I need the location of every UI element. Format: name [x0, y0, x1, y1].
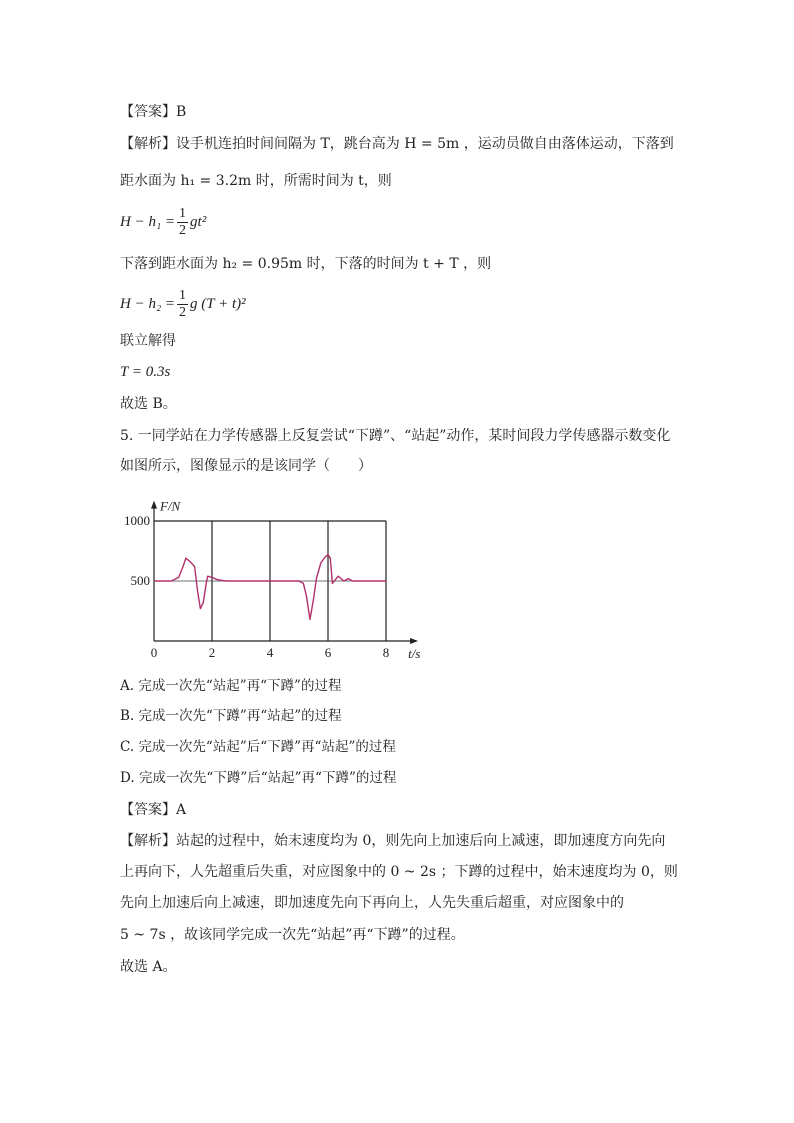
- fraction-denominator: 2: [179, 304, 187, 320]
- option-c[interactable]: [120, 737, 396, 757]
- option-d[interactable]: [120, 768, 396, 788]
- prev-result: T = 0.3s: [120, 364, 171, 380]
- y-axis-arrow: [151, 501, 157, 509]
- question-line-1: 5. 一同学站在力学传感器上反复尝试“下蹲”、“站起”动作，某时间段力学传感器示数变化: [120, 428, 671, 444]
- analysis-tag: 【解析】: [120, 833, 176, 849]
- equation-2-left: H − h₂ =: [120, 296, 176, 312]
- y-tick-label: 500: [130, 573, 150, 588]
- prev-analysis-line-3: 下落到距水面为 h₂ = 0.95m 时，下落的时间为 t + T ，则: [120, 256, 492, 272]
- force-time-chart: [110, 488, 430, 668]
- prev-analysis-line-2: 距水面为 h₁ = 3.2m 时，所需时间为 t，则: [120, 173, 392, 189]
- chart-tick-labels: [124, 513, 389, 660]
- fraction-denominator: 2: [179, 222, 187, 238]
- analysis-line-2: 上再向下，人先超重后失重，对应图象中的 0 ~ 2s ；下蹲的过程中，始末速度均为 0，则: [120, 864, 678, 880]
- option-d-text: 完成一次先“下蹲”后“站起”再“下蹲”的过程: [138, 770, 397, 786]
- equation-2-fraction: [177, 288, 188, 321]
- option-b-label: B.: [120, 708, 135, 724]
- option-c-text: 完成一次先“站起”后“下蹲”再“站起”的过程: [138, 739, 396, 755]
- x-axis-label: t/s: [408, 646, 421, 661]
- equation-1-right: gt²: [190, 214, 207, 230]
- chart-axes: [151, 498, 418, 644]
- x-tick-label: 8: [382, 645, 390, 660]
- analysis-tag: 【解析】: [120, 136, 176, 152]
- equation-2: [120, 284, 246, 324]
- option-b-text: 完成一次先“下蹲”再“站起”的过程: [138, 708, 342, 724]
- equation-1: [120, 202, 206, 242]
- answer-tag: 【答案】: [120, 104, 176, 120]
- prev-answer-line: [120, 102, 186, 122]
- analysis-line-1: [120, 831, 665, 851]
- prev-choose: 故选 B。: [120, 396, 177, 412]
- x-tick-label: 0: [150, 645, 158, 660]
- option-a[interactable]: [120, 676, 341, 696]
- prev-analysis-line-4: 联立解得: [120, 333, 176, 349]
- analysis-text: 设手机连拍时间间隔为 T，跳台高为 H = 5m ，运动员做自由落体运动，下落到: [176, 136, 674, 152]
- prev-analysis-line-1: [120, 134, 674, 154]
- fraction-numerator: 1: [179, 205, 187, 221]
- equation-2-right: g (T + t)²: [190, 296, 246, 312]
- fraction-numerator: 1: [179, 287, 187, 303]
- answer-value: B: [176, 104, 187, 120]
- y-axis-label: F/N: [160, 498, 181, 514]
- analysis-line-3: 先向上加速后向上减速，即加速度先向下再向上，人先失重后超重，对应图象中的: [120, 895, 624, 911]
- x-tick-label: 6: [324, 645, 332, 660]
- analysis-choose: 故选 A。: [120, 959, 177, 975]
- answer-line: [120, 800, 186, 820]
- x-tick-label: 2: [208, 645, 216, 660]
- analysis-line-4: 5 ~ 7s ，故该同学完成一次先“站起”再“下蹲”的过程。: [120, 927, 465, 943]
- analysis-text: 站起的过程中，始末速度均为 0，则先向上加速后向上减速，即加速度方向先向: [176, 833, 666, 849]
- answer-value: A: [176, 802, 187, 818]
- option-b[interactable]: [120, 706, 342, 726]
- question-line-2: 如图所示，图像显示的是该同学（ ）: [120, 458, 372, 474]
- option-a-text: 完成一次先“站起”再“下蹲”的过程: [138, 678, 342, 694]
- x-tick-label: 4: [266, 645, 274, 660]
- option-a-label: A.: [120, 678, 135, 694]
- x-axis-arrow: [410, 638, 418, 644]
- answer-tag: 【答案】: [120, 802, 176, 818]
- option-d-label: D.: [120, 770, 135, 786]
- option-c-label: C.: [120, 739, 135, 755]
- y-tick-label: 1000: [124, 513, 150, 528]
- equation-1-left: H − h₁ =: [120, 214, 176, 230]
- equation-1-fraction: [177, 206, 188, 239]
